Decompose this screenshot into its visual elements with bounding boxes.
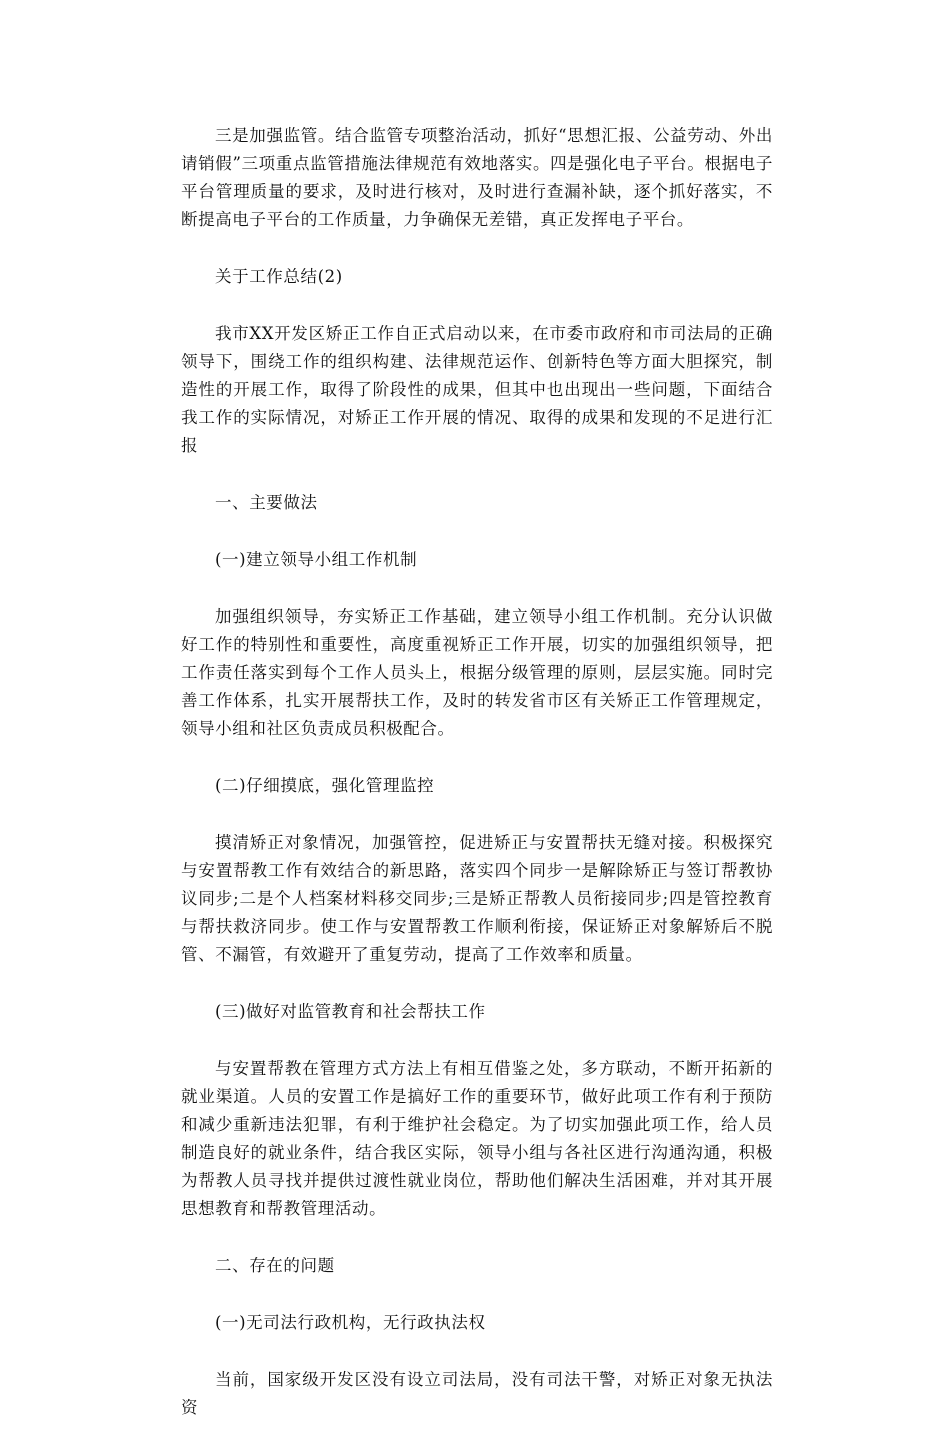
paragraph-supervision: 三是加强监管。结合监管专项整治活动，抓好“思想汇报、公益劳动、外出请销假”三项重点监管措施法律规范有效地落实。四是强化电子平台。根据电子平台管理质量的要求，及时进行核对，及时进行查漏补缺，逐个抓好落实，不断提高电子平台的工作质量，力争确保无差错，真正发挥电子平台。 [181,126,773,229]
paragraph-leadership-group: 加强组织领导，夯实矫正工作基础，建立领导小组工作机制。充分认识做好工作的特别性和重要性，高度重视矫正工作开展，切实的加强组织领导，把工作责任落实到每个工作人员头上，根据分级管理的原则，层层实施。同时完善工作体系，扎实开展帮扶工作，及时的转发省市区有关矫正工作管理规定，领导小组和社区负责成员积极配合。 [181,607,773,738]
subheading-no-judicial-agency: (一)无司法行政机构，无行政执法权 [215,1313,486,1332]
subheading-management-control: (二)仔细摸底，强化管理监控 [215,776,435,795]
paragraph-no-judicial-agency: 当前，国家级开发区没有设立司法局，没有司法干警，对矫正对象无执法资 [181,1370,773,1417]
subheading-leadership-group: (一)建立领导小组工作机制 [215,550,418,569]
paragraph-supervision-education: 与安置帮教在管理方式方法上有相互借鉴之处，多方联动，不断开拓新的就业渠道。人员的安置工作是搞好工作的重要环节，做好此项工作有利于预防和减少重新违法犯罪，有利于维护社会稳定。为了切实加强此项工作，给人员制造良好的就业条件，结合我区实际，领导小组与各社区进行沟通沟通，积极为帮教人员寻找并提供过渡性就业岗位，帮助他们解决生活困难，并对其开展思想教育和帮教管理活动。 [181,1059,773,1218]
subheading-supervision-education: (三)做好对监管教育和社会帮扶工作 [215,1002,486,1021]
heading-main-practices: 一、主要做法 [215,493,318,512]
document-body [181,122,773,1451]
paragraph-management-control: 摸清矫正对象情况，加强管控，促进矫正与安置帮扶无缝对接。积极探究与安置帮教工作有效结合的新思路，落实四个同步一是解除矫正与签订帮教协议同步;二是个人档案材料移交同步;三是矫正帮教人员衔接同步;四是管控教育与帮扶救济同步。使工作与安置帮教工作顺利衔接，保证矫正对象解矫后不脱管、不漏管，有效避开了重复劳动，提高了工作效率和质量。 [181,833,773,964]
paragraph-intro: 我市XX开发区矫正工作自正式启动以来，在市委市政府和市司法局的正确领导下，围绕工作的组织构建、法律规范运作、创新特色等方面大胆探究，制造性的开展工作，取得了阶段性的成果，但其中也出现出一些问题，下面结合我工作的实际情况，对矫正工作开展的情况、取得的成果和发现的不足进行汇报 [181,324,773,455]
heading-existing-problems: 二、存在的问题 [215,1256,335,1275]
section-title: 关于工作总结(2) [215,267,343,286]
